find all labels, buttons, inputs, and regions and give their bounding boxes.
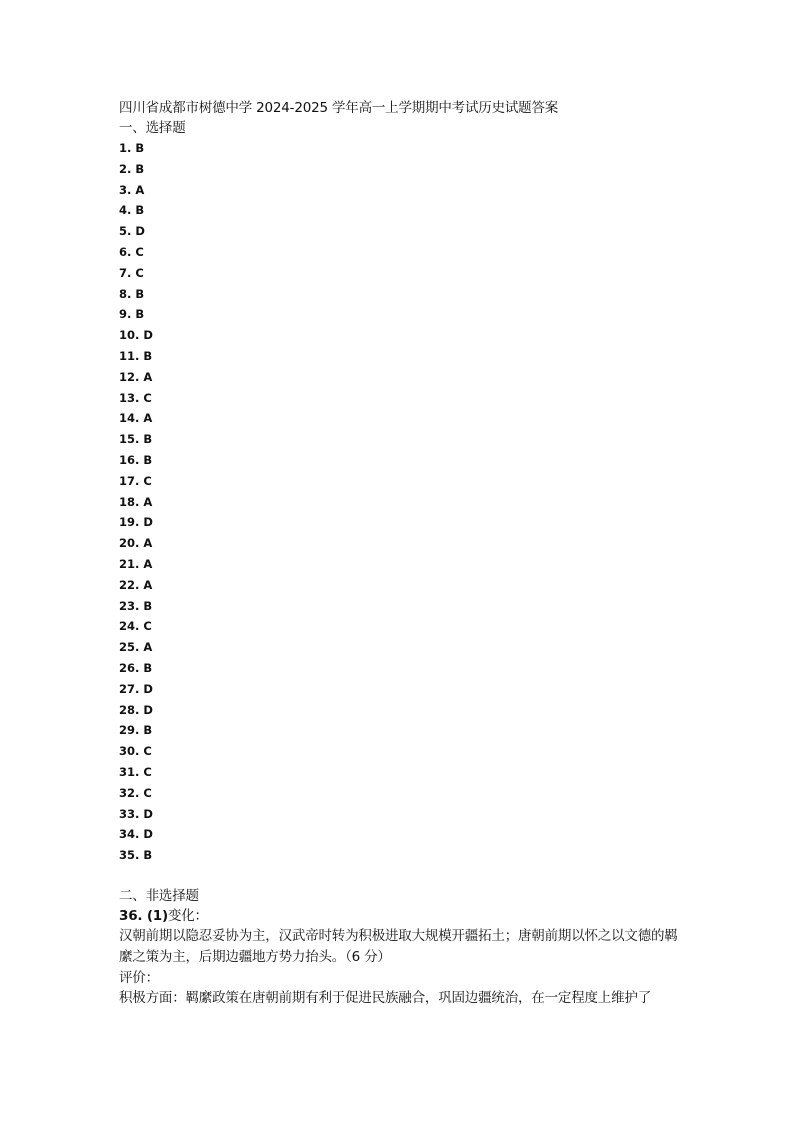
- answer-number: 18.: [119, 494, 140, 509]
- answer-letter: B: [135, 141, 145, 155]
- question-36-label: 变化：: [167, 907, 208, 924]
- answer-item: [119, 700, 679, 721]
- answer-letter: B: [143, 723, 153, 738]
- answer-item: [119, 180, 679, 201]
- answer-item: [119, 616, 679, 637]
- answer-letter: B: [143, 598, 153, 613]
- answer-item: [119, 492, 679, 513]
- answer-letter: C: [135, 265, 144, 280]
- answer-number: 16.: [119, 452, 140, 467]
- answer-letter: C: [143, 390, 152, 405]
- answer-letter: A: [135, 182, 145, 197]
- answer-item: [119, 429, 679, 450]
- answer-letter: A: [143, 411, 153, 426]
- answer-number: 11.: [119, 348, 140, 363]
- answer-letter: A: [143, 536, 153, 551]
- answer-letter: B: [143, 660, 153, 675]
- answer-letter: C: [135, 244, 144, 259]
- answer-letter: C: [143, 619, 152, 634]
- answer-item: [119, 304, 679, 325]
- answer-item: [119, 554, 679, 575]
- section-heading-multiple-choice: 一、选择题: [119, 120, 186, 136]
- answer-letter: A: [143, 640, 153, 655]
- answer-number: 17.: [119, 473, 140, 488]
- question-36-number: 36. (1): [119, 907, 168, 924]
- answer-item: [119, 762, 679, 783]
- answer-letter: D: [143, 827, 153, 842]
- answer-letter: C: [143, 764, 152, 779]
- answer-item: [119, 783, 679, 804]
- answer-item: [119, 159, 679, 180]
- answer-number: 23.: [119, 598, 140, 613]
- answer-item: [119, 824, 679, 845]
- answer-letter: D: [143, 515, 153, 530]
- answer-item: [119, 138, 679, 159]
- answer-number: 28.: [119, 702, 140, 717]
- answer-number: 10.: [119, 328, 140, 343]
- answer-item: [119, 284, 679, 305]
- evaluation-label: 评价：: [119, 969, 159, 986]
- answer-item: [119, 596, 679, 617]
- answer-letter: B: [143, 452, 153, 467]
- answer-letter: D: [143, 681, 153, 696]
- answer-letter: A: [143, 494, 153, 509]
- answer-letter: C: [143, 785, 152, 800]
- answer-number: 5.: [119, 224, 132, 239]
- answer-item: [119, 346, 679, 367]
- answer-letter: A: [143, 577, 153, 592]
- answer-item: [119, 741, 679, 762]
- question-36-header: [119, 906, 679, 926]
- answer-number: 12.: [119, 369, 140, 384]
- answer-number: 6.: [119, 244, 132, 259]
- answer-letter: C: [143, 473, 152, 488]
- answer-number: 13.: [119, 390, 140, 405]
- answer-number: 31.: [119, 764, 140, 779]
- answer-item: [119, 408, 679, 429]
- answer-letter: D: [143, 328, 153, 343]
- section-heading-non-choice: 二、非选择题: [119, 887, 199, 904]
- answer-number: 9.: [119, 307, 132, 322]
- answer-letter: A: [143, 369, 153, 384]
- answer-item: [119, 471, 679, 492]
- answer-letter: B: [135, 286, 145, 301]
- answer-item: [119, 242, 679, 263]
- answer-number: 30.: [119, 744, 140, 759]
- answer-number: 2.: [119, 161, 132, 176]
- answer-number: 15.: [119, 432, 140, 447]
- answer-number: 24.: [119, 619, 140, 634]
- answer-letter: D: [143, 806, 153, 821]
- answer-letter: B: [143, 348, 153, 363]
- document-title: 四川省成都市树德中学 2024-2025 学年高一上学期期中考试历史试题答案: [119, 100, 559, 116]
- answer-letter: B: [143, 848, 153, 863]
- answer-number: 33.: [119, 806, 140, 821]
- answer-number: 29.: [119, 723, 140, 738]
- answer-item: [119, 804, 679, 825]
- answer-item: [119, 720, 679, 741]
- answer-letter: B: [143, 432, 153, 447]
- answer-item: [119, 388, 679, 409]
- section-spacer: [119, 866, 679, 886]
- answer-item: [119, 637, 679, 658]
- answer-number: 3.: [119, 182, 132, 197]
- document-content: [119, 98, 679, 1009]
- answer-item: [119, 679, 679, 700]
- answer-number: 4.: [119, 203, 132, 218]
- answer-item: [119, 658, 679, 679]
- answer-item: [119, 575, 679, 596]
- answer-number: 26.: [119, 660, 140, 675]
- answer-item: [119, 533, 679, 554]
- answer-number: 22.: [119, 577, 140, 592]
- answer-list: [119, 138, 679, 866]
- answer-number: 21.: [119, 556, 140, 571]
- answer-number: 14.: [119, 411, 140, 426]
- question-36-change-text: 汉朝前期以隐忍妥协为主，汉武帝时转为积极进取大规模开疆拓土；唐朝前期以怀之以文德的羁縻之策为主，后期边疆地方势力抬头。（6 分）: [119, 927, 678, 965]
- answer-number: 8.: [119, 286, 132, 301]
- answer-letter: A: [143, 556, 153, 571]
- answer-item: [119, 512, 679, 533]
- answer-number: 1.: [119, 141, 132, 155]
- answer-number: 35.: [119, 848, 140, 863]
- answer-number: 32.: [119, 785, 140, 800]
- answer-number: 7.: [119, 265, 132, 280]
- answer-number: 25.: [119, 640, 140, 655]
- answer-letter: B: [135, 161, 145, 176]
- answer-item: [119, 221, 679, 242]
- answer-number: 20.: [119, 536, 140, 551]
- answer-letter: C: [143, 744, 152, 759]
- answer-item: [119, 450, 679, 471]
- answer-letter: D: [143, 702, 153, 717]
- answer-number: 27.: [119, 681, 140, 696]
- answer-item: [119, 200, 679, 221]
- answer-letter: B: [135, 307, 145, 322]
- answer-item: [119, 325, 679, 346]
- evaluation-text: 积极方面：羁縻政策在唐朝前期有利于促进民族融合，巩固边疆统治，在一定程度上维护了: [119, 989, 651, 1006]
- answer-letter: B: [135, 203, 145, 218]
- answer-letter: D: [135, 224, 145, 239]
- answer-number: 34.: [119, 827, 140, 842]
- answer-item: [119, 367, 679, 388]
- answer-item: [119, 845, 679, 866]
- answer-number: 19.: [119, 515, 140, 530]
- answer-item: [119, 263, 679, 284]
